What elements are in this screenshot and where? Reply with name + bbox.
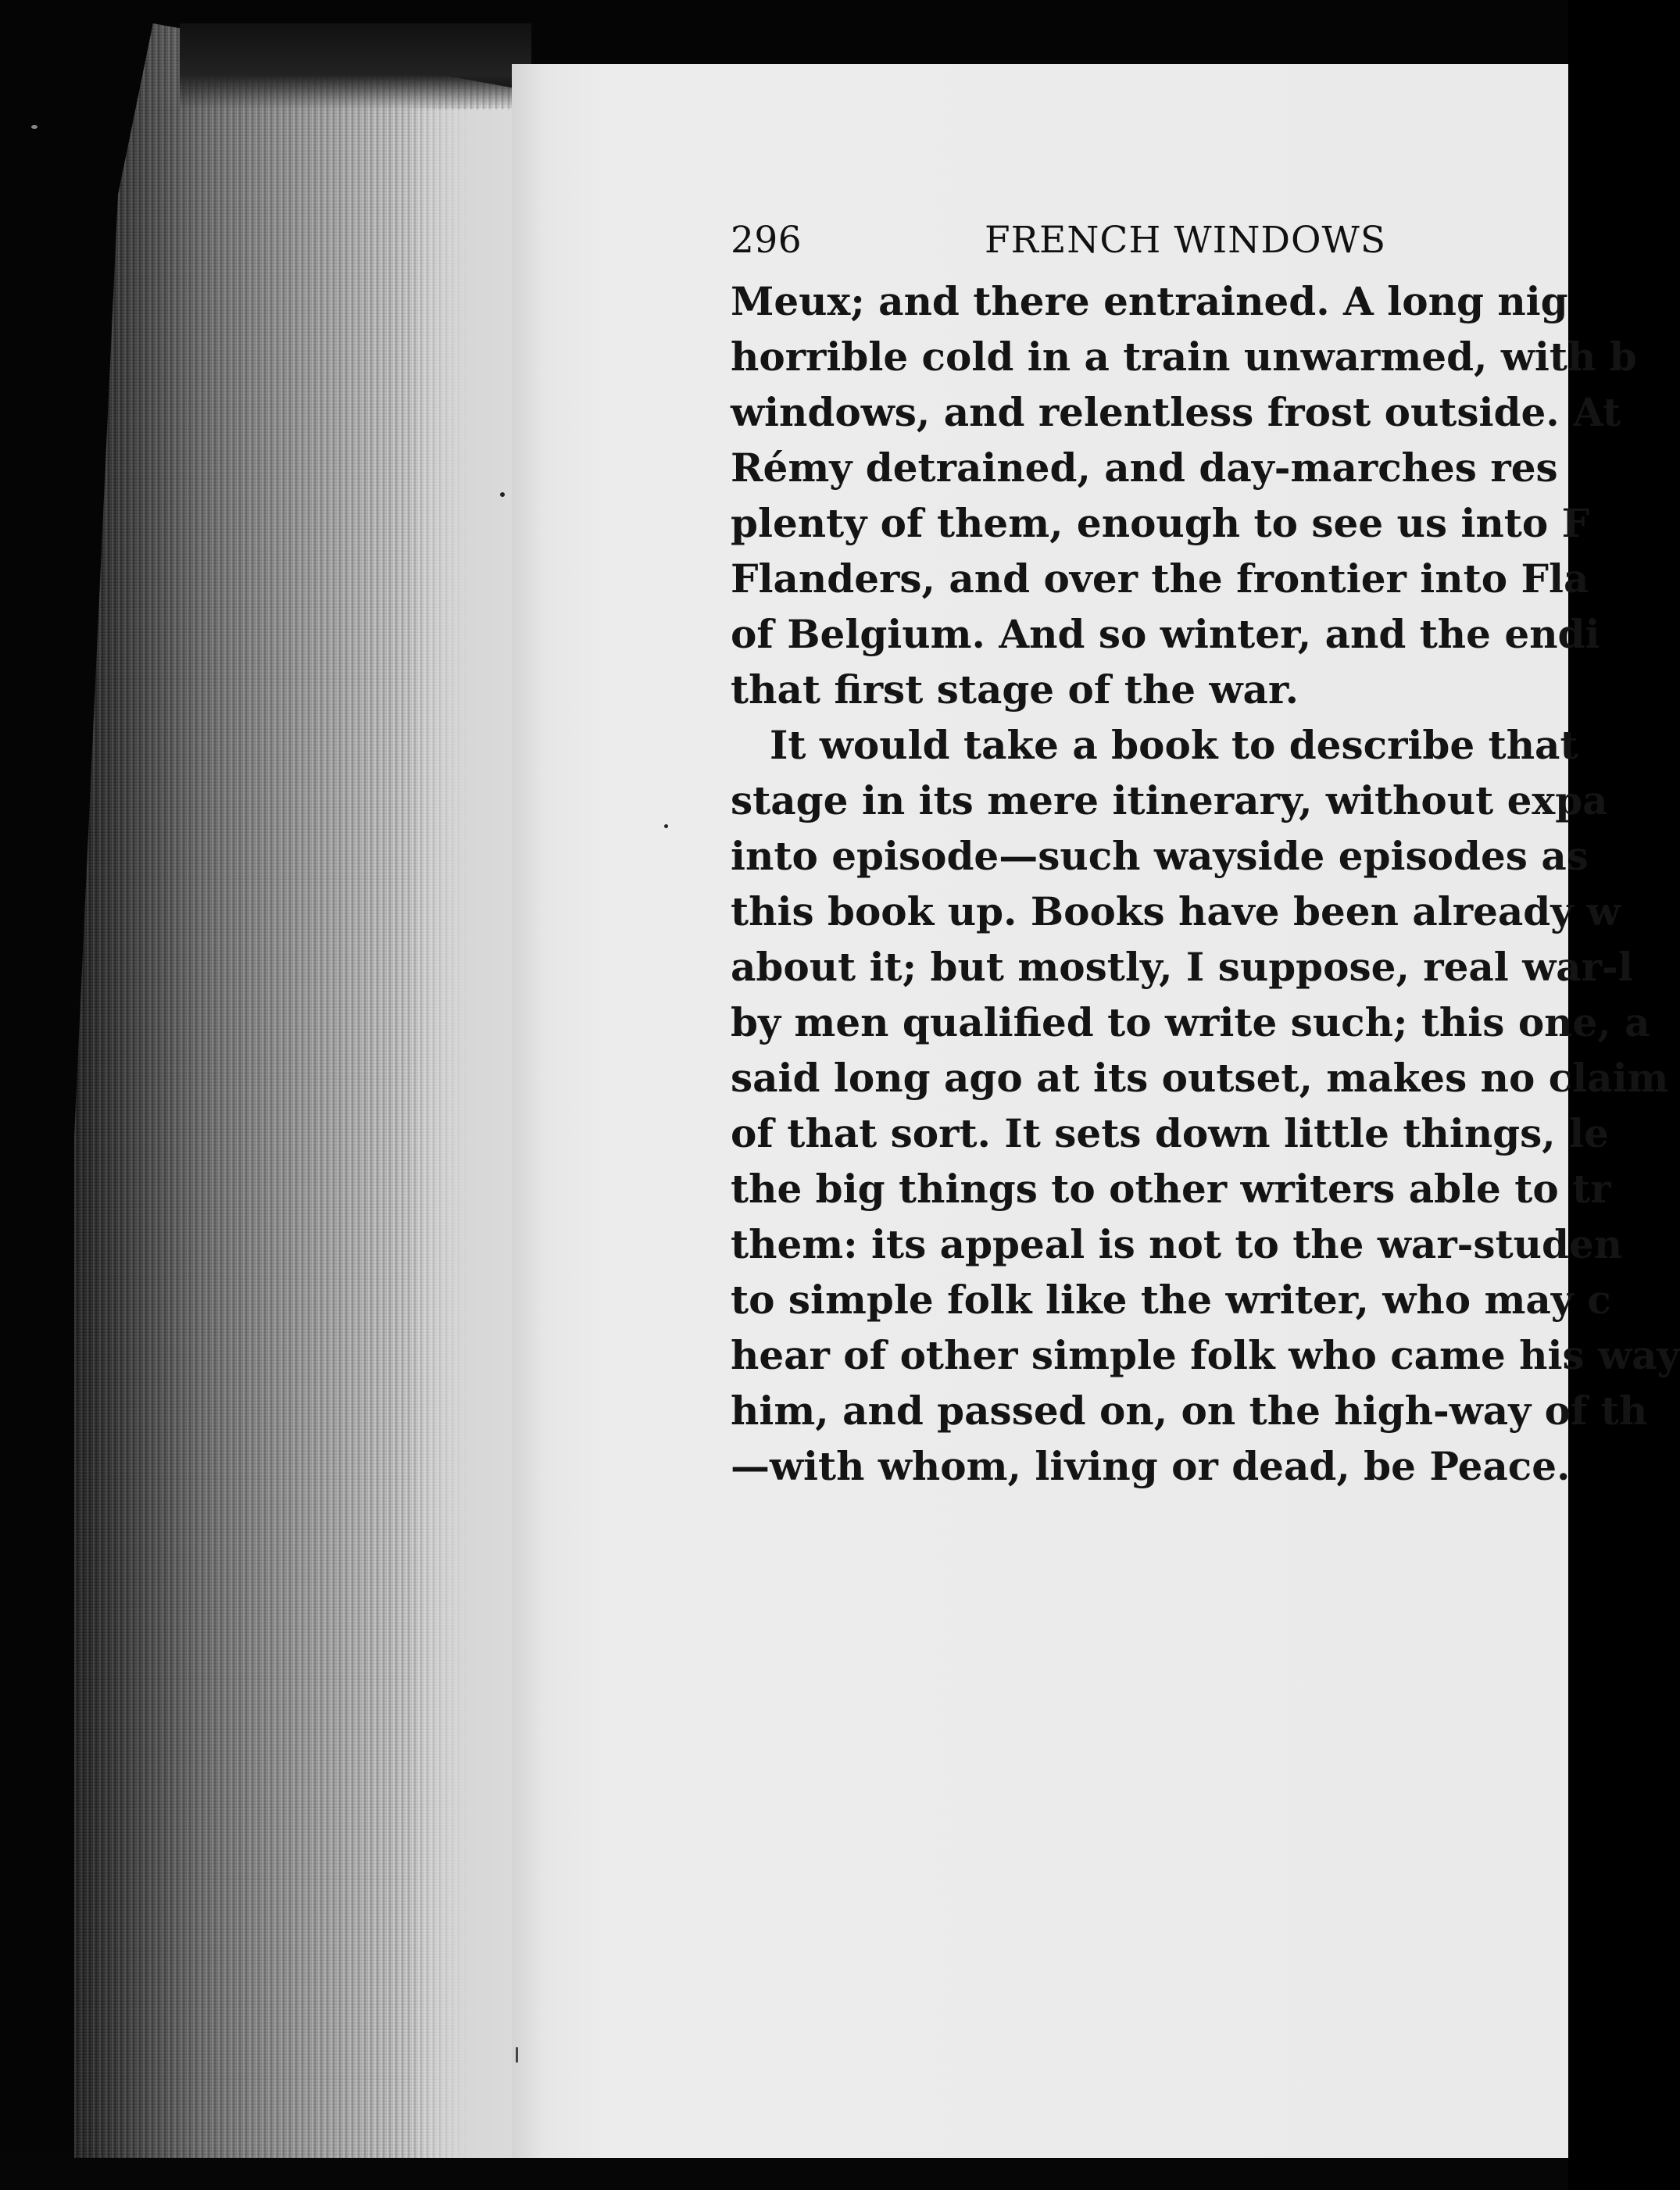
text-line: them: its appeal is not to the war-studen bbox=[731, 1221, 1623, 1267]
text-line: by men qualified to write such; this one, a bbox=[731, 999, 1650, 1045]
speck-mark bbox=[664, 824, 668, 828]
text-line: the big things to other writers able to tr bbox=[731, 1166, 1611, 1212]
text-line: of that sort. It sets down little things, le bbox=[731, 1110, 1609, 1156]
text-line: Flanders, and over the frontier into Fla bbox=[731, 556, 1589, 602]
text-line: about it; but mostly, I suppose, real war-l bbox=[731, 944, 1633, 990]
speck-mark bbox=[516, 2047, 518, 2063]
text-line: stage in its mere itinerary, without expa bbox=[731, 777, 1608, 823]
top-edge-shadow bbox=[180, 23, 531, 109]
running-title: FRENCH WINDOWS bbox=[985, 219, 1387, 262]
text-line: plenty of them, enough to see us into F bbox=[731, 500, 1590, 546]
text-line: Meux; and there entrained. A long nig bbox=[731, 278, 1568, 324]
speck-mark bbox=[500, 492, 505, 497]
speck-mark bbox=[31, 125, 38, 129]
text-line: —with whom, living or dead, be Peace. bbox=[731, 1443, 1571, 1489]
page-number: 296 bbox=[731, 219, 802, 262]
text-line: into episode—such wayside episodes as bbox=[731, 833, 1589, 879]
page-text bbox=[731, 219, 1680, 1494]
text-line: horrible cold in a train unwarmed, with b bbox=[731, 334, 1637, 380]
text-line: that first stage of the war. bbox=[731, 666, 1299, 713]
text-line: to simple folk like the writer, who may c bbox=[731, 1277, 1611, 1323]
scan-bottom-edge bbox=[0, 2158, 1568, 2190]
text-line: him, and passed on, on the high-way of th bbox=[731, 1388, 1648, 1434]
text-line: It would take a book to describe that bbox=[770, 722, 1578, 768]
text-line: windows, and relentless frost outside. At bbox=[731, 389, 1621, 435]
text-line: hear of other simple folk who came his way bbox=[731, 1332, 1680, 1378]
running-head bbox=[731, 219, 1668, 273]
text-line: this book up. Books have been already w bbox=[731, 888, 1621, 934]
text-line: Rémy detrained, and day-marches res bbox=[731, 445, 1558, 491]
text-line: of Belgium. And so winter, and the endi bbox=[731, 611, 1600, 657]
gutter-shadow bbox=[406, 109, 512, 2164]
text-line: said long ago at its outset, makes no claim bbox=[731, 1055, 1669, 1101]
